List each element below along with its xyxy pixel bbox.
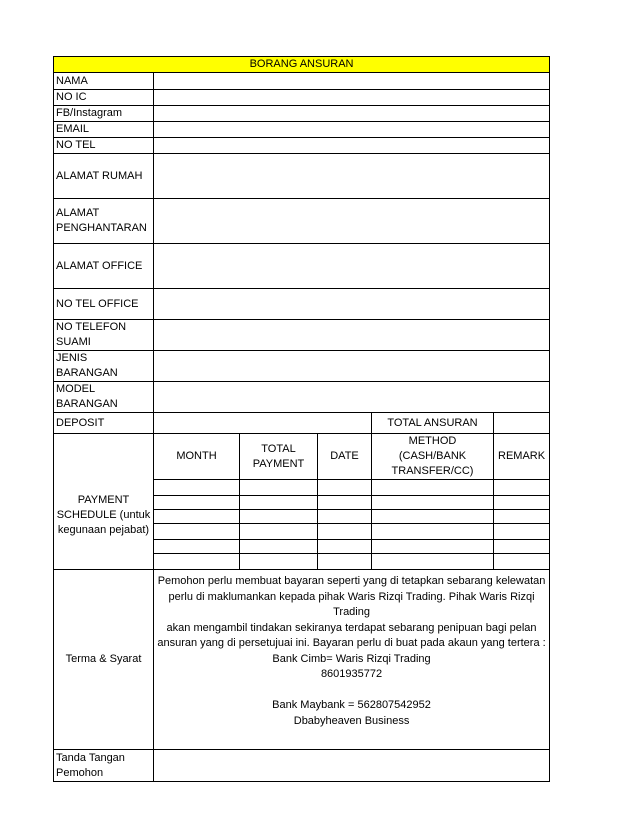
no-telefon-suami-label: NO TELEFON SUAMI <box>54 320 154 351</box>
terms-line: Pemohon perlu membuat bayaran seperti yang di tetapkan sebarang kelewatan <box>157 575 546 587</box>
alamat-rumah-field[interactable] <box>154 154 550 199</box>
nama-label: NAMA <box>54 73 154 90</box>
payment-cell[interactable] <box>372 524 494 540</box>
payment-cell[interactable] <box>372 496 494 510</box>
payment-cell[interactable] <box>240 510 318 524</box>
terms-label: Terma & Syarat <box>54 570 154 750</box>
signature-label: Tanda Tangan Pemohon <box>54 750 154 782</box>
payment-cell[interactable] <box>318 540 372 554</box>
deposit-label: DEPOSIT <box>54 413 154 434</box>
jenis-barangan-field[interactable] <box>154 351 550 382</box>
no-tel-office-field[interactable] <box>154 289 550 320</box>
payment-cell[interactable] <box>494 540 550 554</box>
alamat-penghantaran-label: ALAMAT PENGHANTARAN <box>54 199 154 244</box>
payment-cell[interactable] <box>240 524 318 540</box>
column-header-method: METHOD (CASH/BANK TRANSFER/CC) <box>372 434 494 480</box>
fb-instagram-field[interactable] <box>154 106 550 122</box>
terms-line: perlu di maklumankan kepada pihak Waris Rizqi Trading. Pihak Waris Rizqi Trading <box>168 590 535 618</box>
deposit-field[interactable] <box>154 413 372 434</box>
email-field[interactable] <box>154 122 550 138</box>
no-tel-field[interactable] <box>154 138 550 154</box>
payment-cell[interactable] <box>240 480 318 496</box>
fb-instagram-label: FB/Instagram <box>54 106 154 122</box>
payment-cell[interactable] <box>154 524 240 540</box>
payment-cell[interactable] <box>154 510 240 524</box>
email-label: EMAIL <box>54 122 154 138</box>
payment-cell[interactable] <box>318 510 372 524</box>
payment-cell[interactable] <box>240 496 318 510</box>
alamat-rumah-label: ALAMAT RUMAH <box>54 154 154 199</box>
alamat-office-label: ALAMAT OFFICE <box>54 244 154 289</box>
terms-line: akan mengambil tindakan sekiranya terdapat sebarang penipuan bagi pelan <box>166 621 537 634</box>
total-ansuran-field[interactable] <box>494 413 550 434</box>
no-ic-field[interactable] <box>154 90 550 106</box>
payment-cell[interactable] <box>494 480 550 496</box>
payment-schedule-label: PAYMENT SCHEDULE (untuk kegunaan pejabat) <box>54 434 154 570</box>
bank-cimb-line: Bank Cimb= Waris Rizqi Trading <box>272 652 431 665</box>
no-tel-label: NO TEL <box>54 138 154 154</box>
bank-maybank-name: Dbabyheaven Business <box>293 714 410 727</box>
payment-cell[interactable] <box>494 554 550 570</box>
payment-cell[interactable] <box>154 540 240 554</box>
column-header-month: MONTH <box>154 434 240 480</box>
column-header-remark: REMARK <box>494 434 550 480</box>
jenis-barangan-label: JENIS BARANGAN <box>54 351 154 382</box>
total-ansuran-label: TOTAL ANSURAN <box>372 413 494 434</box>
no-ic-label: NO IC <box>54 90 154 106</box>
payment-cell[interactable] <box>318 524 372 540</box>
no-telefon-suami-field[interactable] <box>154 320 550 351</box>
form-title: BORANG ANSURAN <box>54 57 550 73</box>
alamat-office-field[interactable] <box>154 244 550 289</box>
terms-blank-line <box>156 683 547 699</box>
payment-cell[interactable] <box>318 554 372 570</box>
model-barangan-label: MODEL BARANGAN <box>54 382 154 413</box>
payment-cell[interactable] <box>494 524 550 540</box>
terms-text <box>154 570 550 750</box>
model-barangan-field[interactable] <box>154 382 550 413</box>
payment-cell[interactable] <box>154 554 240 570</box>
bank-cimb-account: 8601935772 <box>320 668 383 680</box>
signature-field[interactable] <box>154 750 550 782</box>
no-tel-office-label: NO TEL OFFICE <box>54 289 154 320</box>
payment-cell[interactable] <box>318 496 372 510</box>
bank-maybank-line: Bank Maybank = 562807542952 <box>272 699 431 711</box>
payment-cell[interactable] <box>372 480 494 496</box>
payment-cell[interactable] <box>240 540 318 554</box>
alamat-penghantaran-field[interactable] <box>154 199 550 244</box>
column-header-total-payment: TOTAL PAYMENT <box>240 434 318 480</box>
form-table <box>53 56 550 782</box>
payment-cell[interactable] <box>154 480 240 496</box>
borang-ansuran-form <box>53 56 549 782</box>
payment-cell[interactable] <box>154 496 240 510</box>
payment-cell[interactable] <box>494 496 550 510</box>
payment-cell[interactable] <box>318 480 372 496</box>
payment-cell[interactable] <box>494 510 550 524</box>
terms-line: ansuran yang di persetujuai ini. Bayaran perlu di buat pada akaun yang tertera : <box>157 637 546 649</box>
payment-cell[interactable] <box>372 554 494 570</box>
column-header-date: DATE <box>318 434 372 480</box>
nama-field[interactable] <box>154 73 550 90</box>
payment-cell[interactable] <box>372 540 494 554</box>
payment-cell[interactable] <box>372 510 494 524</box>
payment-cell[interactable] <box>240 554 318 570</box>
